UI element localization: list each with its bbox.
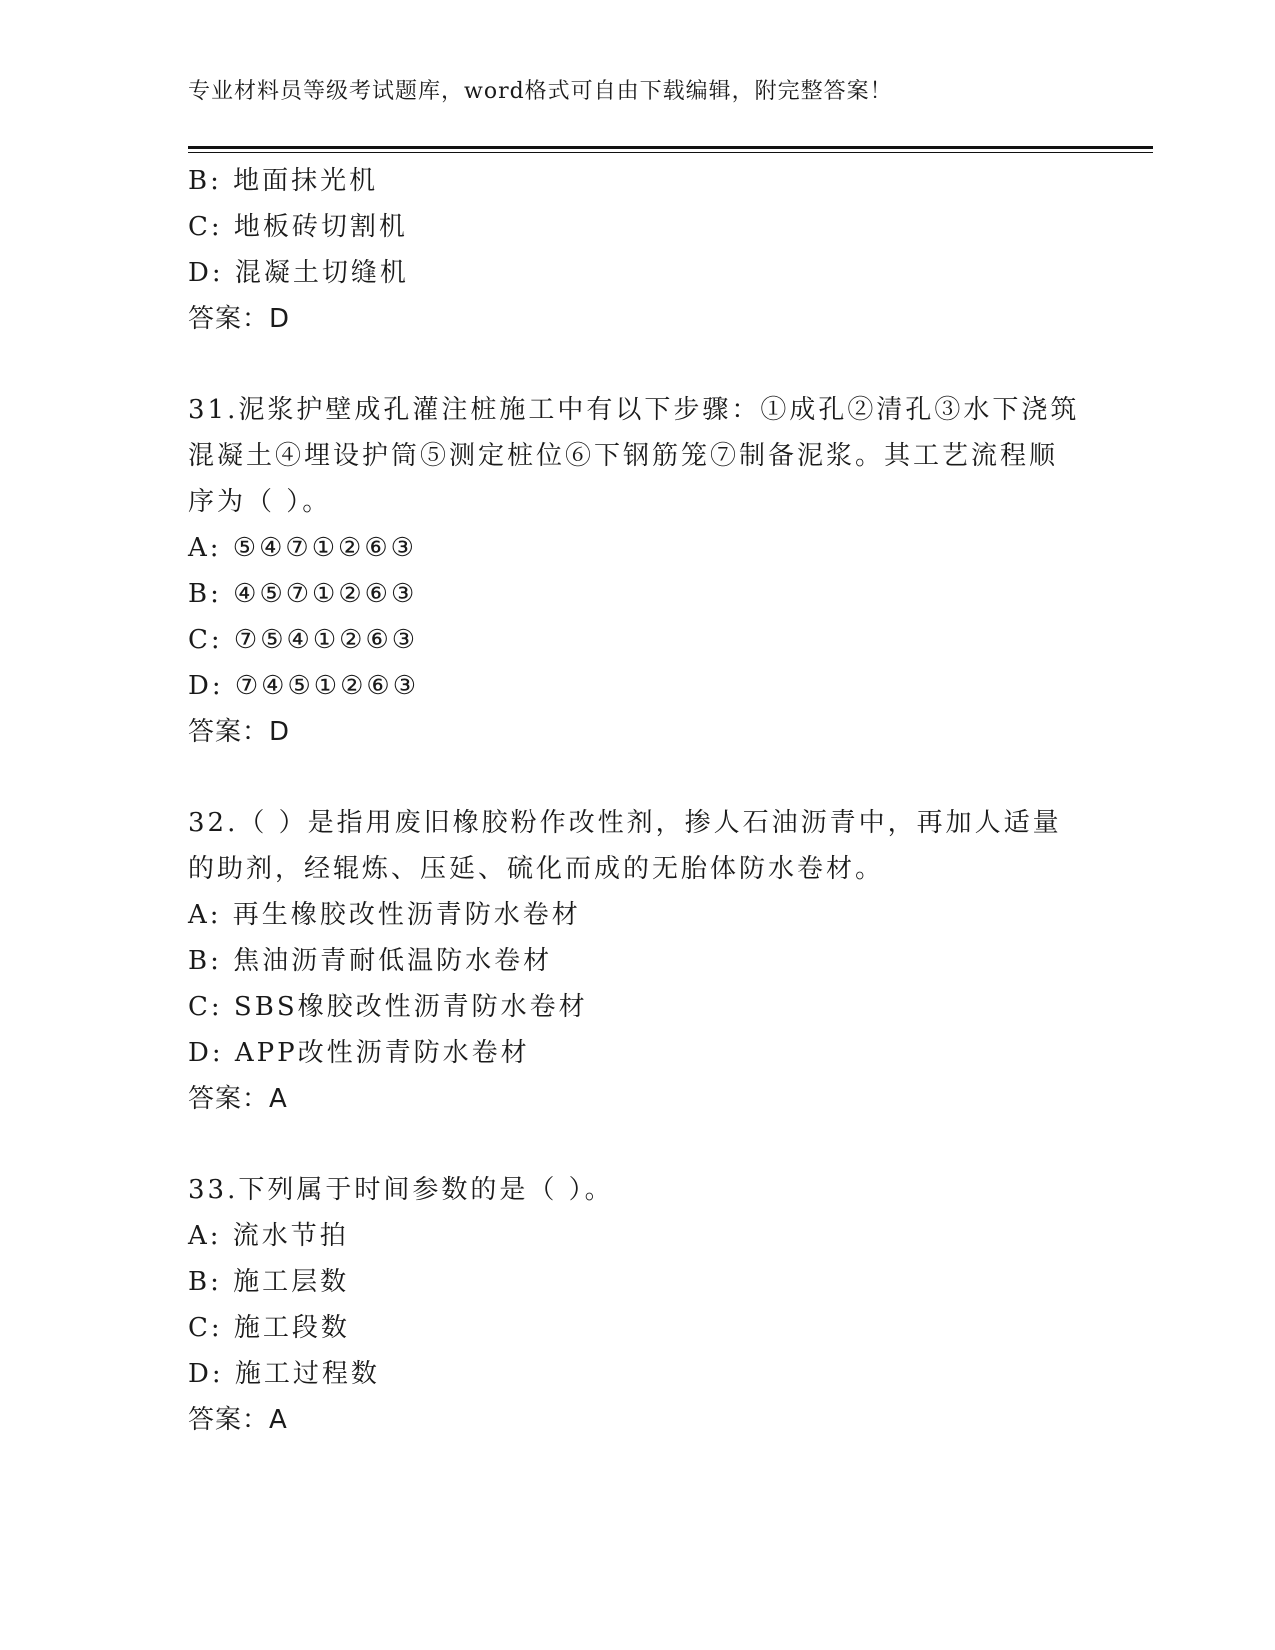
question-stem bbox=[188, 387, 1088, 525]
page-header: 专业材料员等级考试题库，word格式可自由下载编辑，附完整答案！ bbox=[188, 79, 893, 104]
option-c: C: ⑦⑤④①②⑥③ bbox=[188, 625, 419, 655]
option-c: C: SBS橡胶改性沥青防水卷材 bbox=[188, 992, 588, 1022]
question-line: 33.下列属于时间参数的是（ ）。 bbox=[188, 1175, 614, 1205]
question-30-continued bbox=[188, 158, 1088, 342]
question-line: 32.（ ）是指用废旧橡胶粉作改性剂，掺人石油沥青中，再加人适量 bbox=[188, 808, 1062, 838]
option-a: A: 流水节拍 bbox=[188, 1221, 349, 1251]
question-line: 混凝土④埋设护筒⑤测定桩位⑥下钢筋笼⑦制备泥浆。其工艺流程顺 bbox=[188, 441, 1059, 471]
question-33 bbox=[188, 1167, 1088, 1443]
option-b: B: 焦油沥青耐低温防水卷材 bbox=[188, 946, 553, 976]
question-stem bbox=[188, 1167, 1088, 1213]
option-d: D: 混凝土切缝机 bbox=[188, 258, 409, 288]
spacer bbox=[188, 342, 1088, 387]
answer: 答案：D bbox=[188, 717, 291, 747]
option-d: D: ⑦④⑤①②⑥③ bbox=[188, 671, 420, 701]
document-body bbox=[188, 158, 1088, 1443]
header-rule-thin bbox=[188, 152, 1153, 153]
answer: 答案：A bbox=[188, 1405, 288, 1435]
answer: 答案：A bbox=[188, 1084, 288, 1114]
answer: 答案：D bbox=[188, 304, 291, 334]
option-c: C: 施工段数 bbox=[188, 1313, 350, 1343]
option-a: A: 再生橡胶改性沥青防水卷材 bbox=[188, 900, 581, 930]
option-d: D: 施工过程数 bbox=[188, 1359, 380, 1389]
header-rule-thick bbox=[188, 146, 1153, 149]
spacer bbox=[188, 755, 1088, 800]
question-32 bbox=[188, 800, 1088, 1122]
question-stem bbox=[188, 800, 1088, 892]
option-a: A: ⑤④⑦①②⑥③ bbox=[188, 533, 417, 563]
option-b: B: 施工层数 bbox=[188, 1267, 350, 1297]
option-b: B: 地面抹光机 bbox=[188, 166, 379, 196]
spacer bbox=[188, 1122, 1088, 1167]
option-d: D: APP改性沥青防水卷材 bbox=[188, 1038, 530, 1068]
question-line: 的助剂，经辊炼、压延、硫化而成的无胎体防水卷材。 bbox=[188, 854, 885, 884]
question-31 bbox=[188, 387, 1088, 755]
option-c: C: 地板砖切割机 bbox=[188, 212, 408, 242]
option-b: B: ④⑤⑦①②⑥③ bbox=[188, 579, 418, 609]
question-line: 31.泥浆护壁成孔灌注桩施工中有以下步骤：①成孔②清孔③水下浇筑 bbox=[188, 395, 1080, 425]
question-line: 序为（ ）。 bbox=[188, 487, 332, 517]
